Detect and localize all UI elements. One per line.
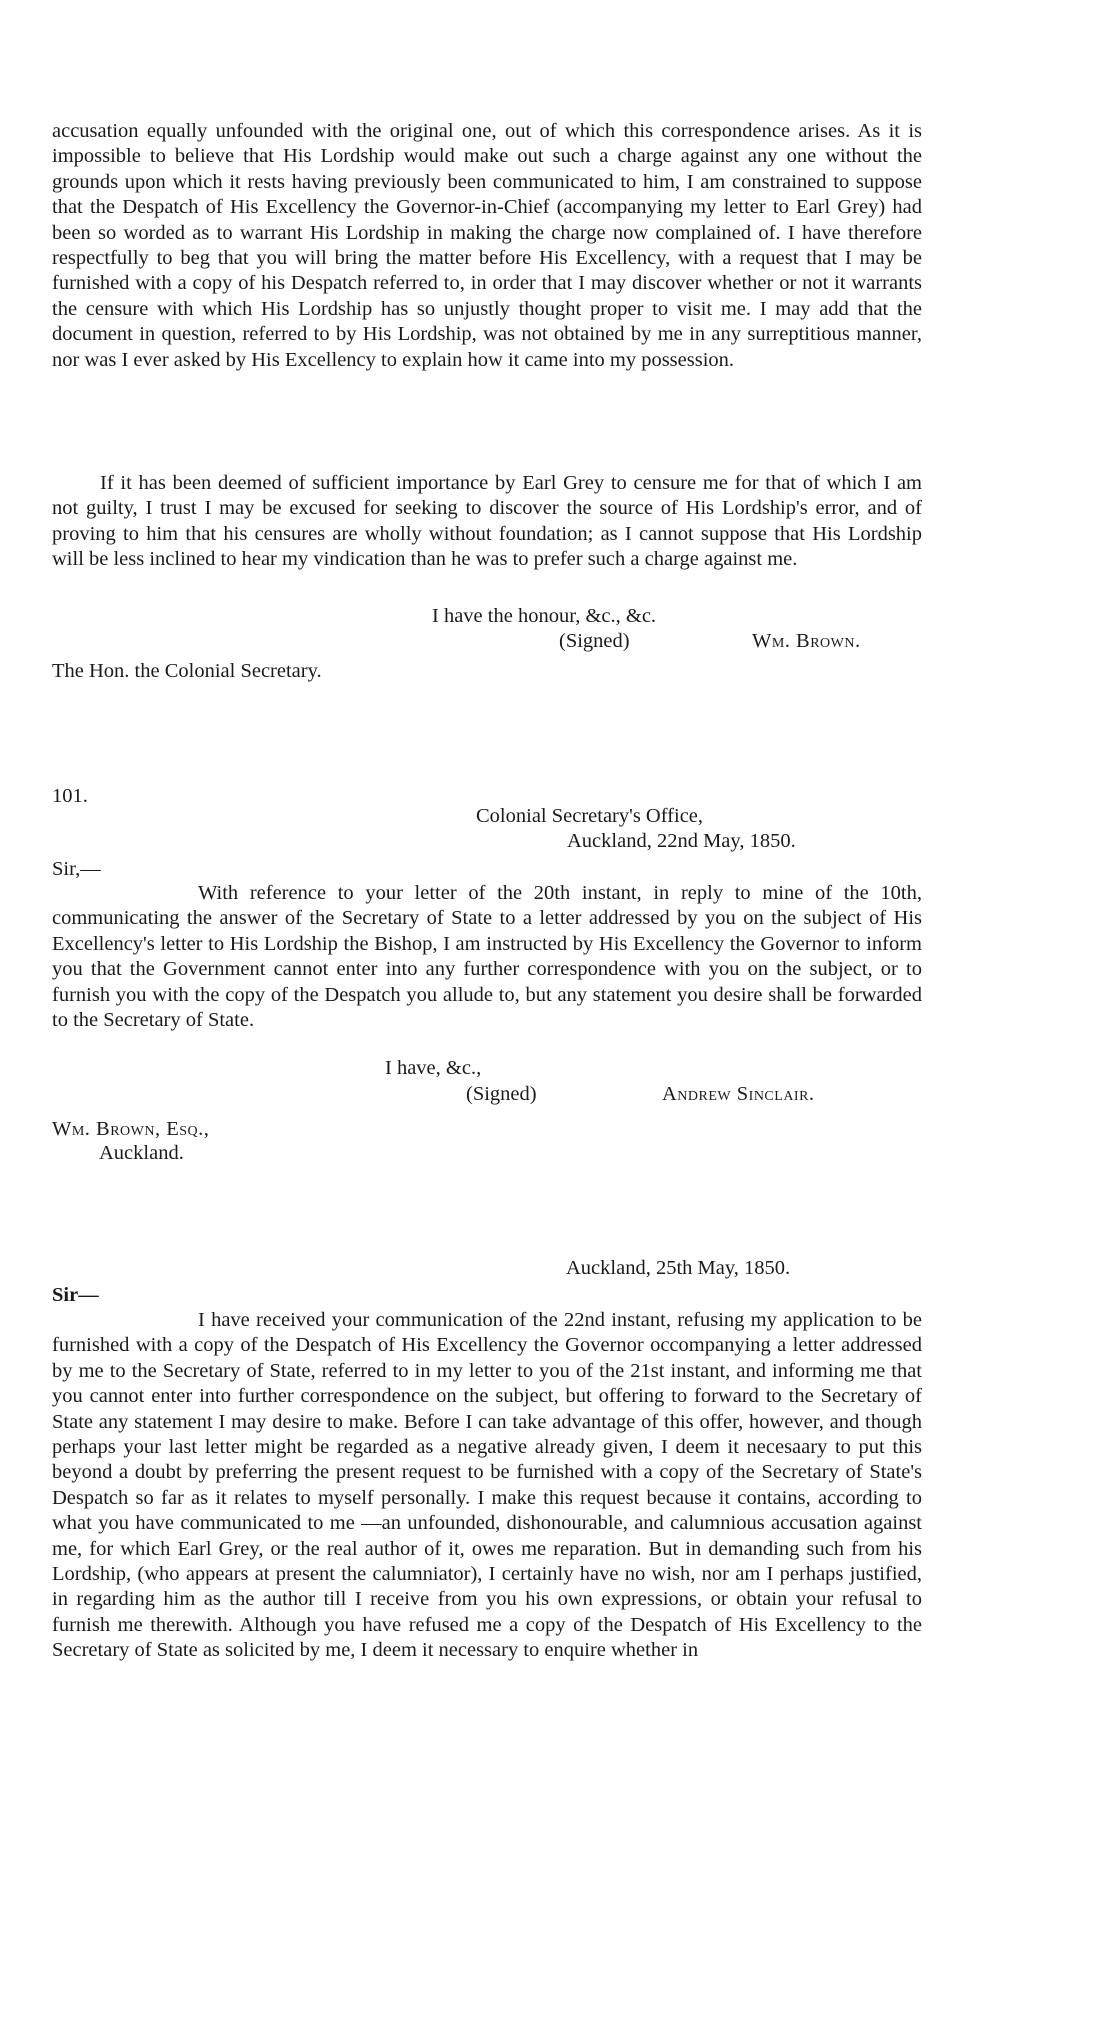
letter-a-closing: I have the honour, &c., &c. [432,605,657,627]
letter-a-signed: (Signed) [559,630,630,652]
letter-number: 101. [52,785,88,807]
letter-a-signatory: Wm. Brown. [752,630,861,652]
letter-b-signed: (Signed) [466,1083,537,1105]
letter-c-place-date: Auckland, 25th May, 1850. [566,1257,791,1279]
letter-b-salutation: Sir,— [52,858,101,880]
letter-a-paragraph-2: If it has been deemed of sufficient importance by Earl Grey to censure me for that of which I am not guilty, I trust I may be excused for seeking to discover the source of His Lordship's error, and of proving to him that his censures are wholly without foundation; as I cannot suppose that His Lordship will be less inclined to hear my vindication than he was to prefer such a charge against me. [52,472,922,571]
letter-a-paragraph-1: accusation equally unfounded with the original one, out of which this correspondence arises. As it is impossible to believe that His Lordship would make out such a charge against any one without the grounds upon which it rests having previously been communicated to him, I am constrained to suppose that the Despatch of His Excellency the Governor-in-Chief (accompanying my letter to Earl Grey) had been so worded as to warrant His Lordship in making the charge now complained of. I have therefore respectfully to beg that you will bring the matter before His Excellency, with a request that I may be furnished with a copy of his Despatch referred to, in order that I may discover whether or not it warrants the censure with which His Lordship has so unjustly thought proper to visit me. I may add that the document in question, referred to by His Lordship, was not obtained by me in any surreptitious manner, nor was I ever asked by His Excellency to explain how it came into my possession. [52,120,922,371]
letter-c-body: I have received your communication of the 22nd instant, refusing my application to be furnished with a copy of the Despatch of His Excellency the Governor occompanying a letter addressed by me to the Secretary of State, referred to in my letter to you of the 21st instant, and informing me that you cannot enter into further correspondence on the subject, but offering to forward to the Secretary of State any statement I may desire to make. Before I can take advantage of this offer, however, and though perhaps your last letter might be regarded as a negative already given, I deem it necesaary to put this beyond a doubt by preferring the present request to be furnished with a copy of the Secretary of State's Despatch so far as it relates to myself personally. I make this request because it contains, according to what you have communicated to me —an unfounded, dishonourable, and calumnious accusation against me, for which Earl Grey, or the real author of it, owes me reparation. But in demanding such from his Lordship, (who appears at present the calumniator), I certainly have no wish, nor am I perhaps justified, in regarding him as the author till I receive from you his own expressions, or obtain your refusal to furnish me therewith. Although you have refused me a copy of the Despatch of His Excellency to the Secretary of State as solicited by me, I deem it necessary to enquire whether in [52,1309,922,1662]
letter-c-salutation: Sir— [52,1284,99,1306]
letter-b-recipient: Wm. Brown, Esq., [52,1118,210,1140]
letter-b-closing: I have, &c., [385,1057,482,1079]
letter-b-office: Colonial Secretary's Office, [476,805,704,827]
letter-b-place-date: Auckland, 22nd May, 1850. [567,830,796,852]
letter-b-body: With reference to your letter of the 20th instant, in reply to mine of the 10th, communicating the answer of the Secretary of State to a letter addressed by you on the subject of His Excellency's letter to His Lordship the Bishop, I am instructed by His Excellency the Governor to inform you that the Government cannot enter into any further correspondence with you on the subject, or to furnish you with the copy of the Despatch you allude to, but any statement you desire shall be forwarded to the Secretary of State. [52,882,922,1032]
letter-b-signatory: Andrew Sinclair. [662,1083,815,1105]
letter-b-recipient-place: Auckland. [99,1142,184,1164]
letter-a-addressee: The Hon. the Colonial Secretary. [52,660,322,682]
